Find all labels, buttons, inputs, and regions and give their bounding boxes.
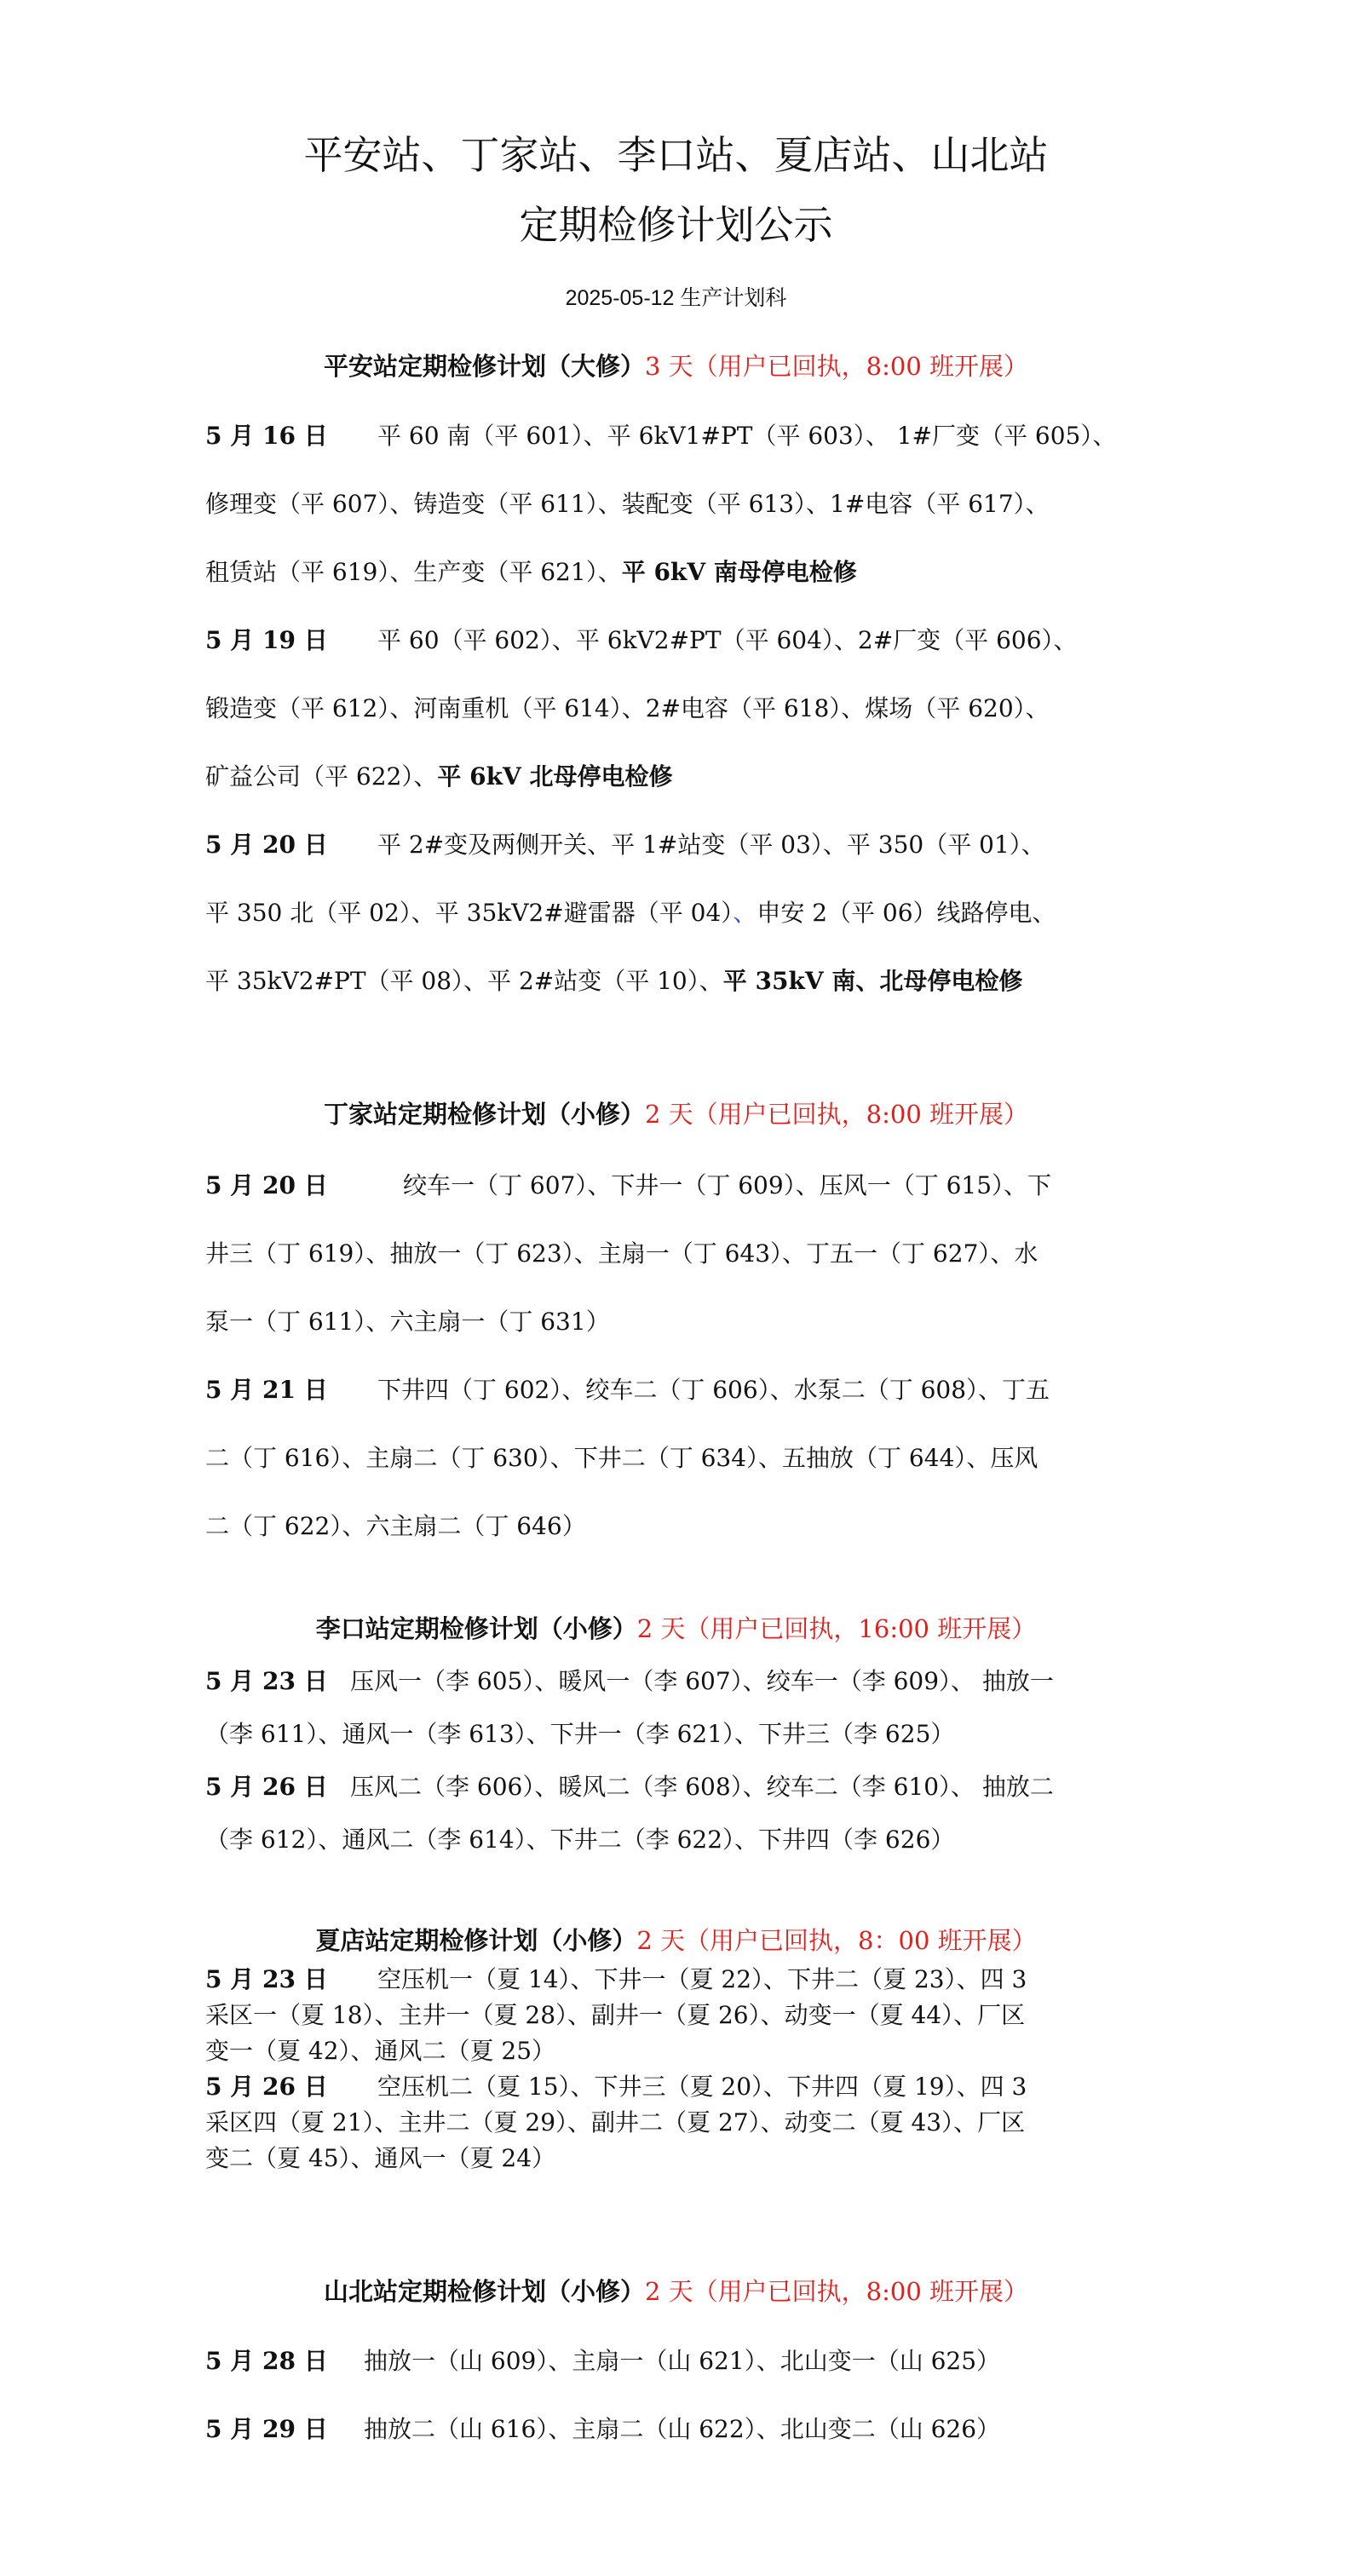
entry-text: 抽放一（山 609）、主扇一（山 621）、北山变一（山 625）	[364, 2347, 1001, 2375]
section-heading-duration: 2 天（用户已回执，8：00 班开展）	[636, 1926, 1037, 1955]
document-subtitle: 2025-05-12 生产计划科	[565, 286, 787, 310]
entry-text: 空压机一（夏 14）、下井一（夏 22）、下井二（夏 23）、四 3	[377, 1965, 1027, 1993]
section-heading-text: 丁家站定期检修计划（小修）	[323, 1100, 645, 1129]
entry-line	[205, 1235, 1159, 1269]
entry-line	[205, 1167, 1159, 1201]
entry-line	[205, 486, 1159, 520]
entry-line	[205, 1663, 1159, 1697]
entry-date: 5 月 29 日	[205, 2415, 328, 2443]
entry-line	[205, 2104, 1159, 2138]
entry-text: 平 350 北（平 02）、平 35kV2#避雷器（平 04）	[205, 899, 734, 927]
entry-line	[205, 1303, 1159, 1337]
entry-text: 平 60（平 602）、平 6kV2#PT（平 604）、2#厂变（平 606）、	[377, 626, 1078, 654]
entry-text-bold: 平 6kV 北母停电检修	[437, 762, 673, 791]
entry-line	[205, 2068, 1159, 2102]
entry-line	[205, 690, 1159, 724]
entry-text: 平 35kV2#PT（平 08）、平 2#站变（平 10）、	[205, 967, 723, 995]
entry-date: 5 月 21 日	[205, 1376, 328, 1404]
entry-text: 下井四（丁 602）、绞车二（丁 606）、水泵二（丁 608）、丁五	[377, 1376, 1050, 1404]
section-heading-text: 山北站定期检修计划（小修）	[323, 2277, 645, 2306]
entry-line	[205, 1716, 1159, 1750]
entry-line	[205, 1768, 1159, 1803]
entry-text: 压风一（李 605）、暖风一（李 607）、绞车一（李 609）、 抽放一	[350, 1667, 1054, 1695]
entry-text: 租赁站（平 619）、生产变（平 621）、	[205, 558, 622, 586]
section-heading-likou	[0, 1612, 1352, 1646]
entry-text: （李 611）、通风一（李 613）、下井一（李 621）、下井三（李 625）	[205, 1720, 955, 1748]
entry-text: 平 60 南（平 601）、平 6kV1#PT（平 603）、 1#厂变（平 605）、	[377, 422, 1117, 450]
entry-date: 5 月 23 日	[205, 1667, 328, 1695]
entry-text: 变二（夏 45）、通风一（夏 24）	[205, 2144, 556, 2172]
entry-line	[205, 1997, 1159, 2031]
entry-line	[205, 622, 1159, 656]
entry-date: 5 月 26 日	[205, 2073, 328, 2101]
entry-text: 抽放二（山 616）、主扇二（山 622）、北山变二（山 626）	[364, 2415, 1001, 2443]
section-heading-text: 李口站定期检修计划（小修）	[315, 1614, 637, 1643]
entry-line	[205, 963, 1159, 997]
entry-line	[205, 2411, 1159, 2445]
entry-line	[205, 1371, 1159, 1406]
entry-text-bold: 平 35kV 南、北母停电检修	[722, 967, 1023, 995]
entry-date: 5 月 23 日	[205, 1965, 328, 1993]
entry-text: 变一（夏 42）、通风二（夏 25）	[205, 2037, 556, 2065]
section-heading-shanbei	[0, 2274, 1352, 2309]
entry-line	[205, 1821, 1159, 1855]
entry-text: 锻造变（平 612）、河南重机（平 614）、2#电容（平 618）、煤场（平 620）、	[205, 694, 1050, 722]
entry-text: 采区四（夏 21）、主井二（夏 29）、副井二（夏 27）、动变二（夏 43）、厂区	[205, 2108, 1026, 2136]
entry-line	[205, 417, 1159, 451]
entry-date: 5 月 19 日	[205, 626, 328, 654]
entry-line	[205, 1440, 1159, 1474]
entry-line	[205, 826, 1159, 860]
entry-text: 井三（丁 619）、抽放一（丁 623）、主扇一（丁 643）、丁五一（丁 627）、水	[205, 1239, 1038, 1268]
entry-line	[205, 2140, 1159, 2174]
entry-text: 绞车一（丁 607）、下井一（丁 609）、压风一（丁 615）、下	[403, 1171, 1052, 1199]
entry-text: 采区一（夏 18）、主井一（夏 28）、副井一（夏 26）、动变一（夏 44）、厂区	[205, 2001, 1026, 2029]
entry-text-bold: 平 6kV 南母停电检修	[621, 558, 857, 586]
entry-line	[205, 2033, 1159, 2067]
entry-text: 矿益公司（平 622）、	[205, 762, 438, 791]
entry-line	[205, 894, 1159, 929]
entry-line	[205, 554, 1159, 588]
entry-text-mark: 、	[733, 899, 757, 927]
entry-line	[205, 1508, 1159, 1542]
section-heading-duration: 3 天（用户已回执，8:00 班开展）	[645, 352, 1029, 381]
entry-line	[205, 758, 1159, 792]
entry-text: 申安 2（平 06）线路停电、	[757, 899, 1056, 927]
entry-text: 二（丁 622）、六主扇二（丁 646）	[205, 1512, 586, 1540]
section-heading-duration: 2 天（用户已回执，16:00 班开展）	[636, 1614, 1037, 1643]
entry-text: 二（丁 616）、主扇二（丁 630）、下井二（丁 634）、五抽放（丁 644）、压风	[205, 1444, 1038, 1472]
document-title-line2: 定期检修计划公示	[519, 202, 833, 248]
entry-line	[205, 1961, 1159, 1995]
section-heading-text: 夏店站定期检修计划（小修）	[315, 1926, 637, 1955]
entry-text: 修理变（平 607）、铸造变（平 611）、装配变（平 613）、1#电容（平 617）、	[205, 490, 1050, 518]
entry-date: 5 月 16 日	[205, 422, 328, 450]
section-heading-xiadian	[0, 1923, 1352, 1958]
entry-line	[205, 2343, 1159, 2377]
section-heading-duration: 2 天（用户已回执，8:00 班开展）	[645, 1100, 1029, 1129]
entry-text: （李 612）、通风二（李 614）、下井二（李 622）、下井四（李 626）	[205, 1826, 955, 1854]
entry-text: 空压机二（夏 15）、下井三（夏 20）、下井四（夏 19）、四 3	[377, 2073, 1027, 2101]
entry-date: 5 月 20 日	[205, 1171, 328, 1199]
entry-date: 5 月 20 日	[205, 831, 328, 859]
entry-date: 5 月 28 日	[205, 2347, 328, 2375]
section-heading-duration: 2 天（用户已回执，8:00 班开展）	[645, 2277, 1029, 2306]
section-heading-pingan	[0, 349, 1352, 383]
document-title-line1: 平安站、丁家站、李口站、夏店站、山北站	[303, 132, 1049, 178]
entry-text: 泵一（丁 611）、六主扇一（丁 631）	[205, 1308, 610, 1336]
section-heading-text: 平安站定期检修计划（大修）	[323, 352, 645, 381]
entry-date: 5 月 26 日	[205, 1773, 328, 1801]
entry-text: 平 2#变及两侧开关、平 1#站变（平 03）、平 350（平 01）、	[377, 831, 1045, 859]
entry-text: 压风二（李 606）、暖风二（李 608）、绞车二（李 610）、 抽放二	[350, 1773, 1054, 1801]
section-heading-dingjia	[0, 1097, 1352, 1131]
